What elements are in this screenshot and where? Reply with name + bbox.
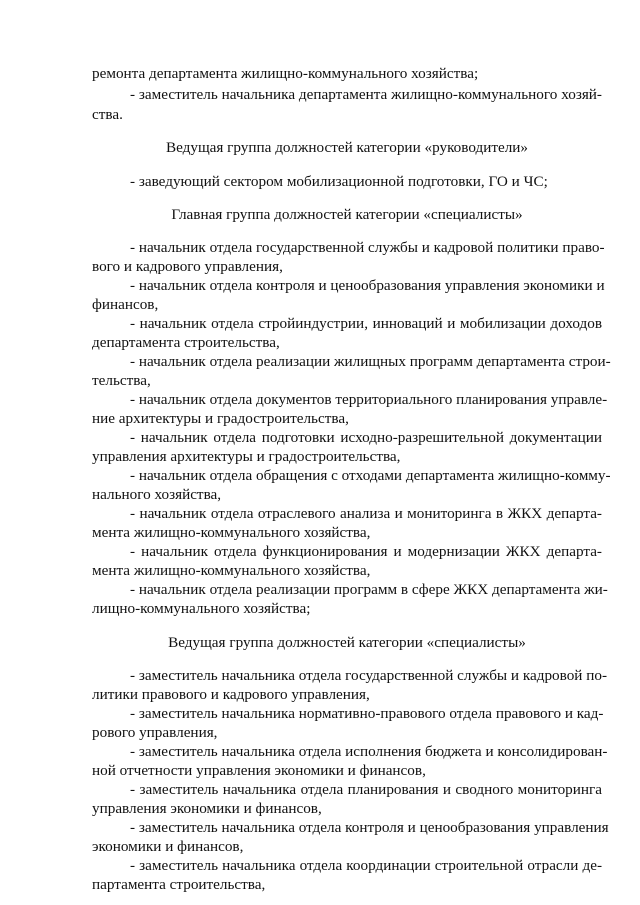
text-line: тельства, bbox=[92, 372, 151, 389]
text-line: - заместитель начальника нормативно-правового отдела правового и кад- bbox=[130, 705, 604, 722]
text-line: - заместитель начальника отдела координации строительной отрасли де- bbox=[130, 857, 602, 874]
text-line: - начальник отдела стройиндустрии, инноваций и мобилизации доходов bbox=[130, 315, 602, 332]
text-line: - начальник отдела подготовки исходно-разрешительной документации bbox=[130, 429, 602, 446]
text-line: литики правового и кадрового управления, bbox=[92, 686, 370, 703]
text-line: - заместитель начальника департамента жилищно-коммунального хозяй- bbox=[130, 86, 602, 103]
text-line: финансов, bbox=[92, 296, 159, 313]
text-line: - начальник отдела реализации программ в сфере ЖКХ департамента жи- bbox=[130, 581, 608, 598]
text-line: - заместитель начальника отдела исполнения бюджета и консолидирован- bbox=[130, 743, 608, 760]
text-line: рового управления, bbox=[92, 724, 218, 741]
text-line: - заместитель начальника отдела контроля и ценообразования управления bbox=[130, 819, 609, 836]
section-heading: Ведущая группа должностей категории «специалисты» bbox=[168, 634, 526, 651]
section-heading: Ведущая группа должностей категории «руководители» bbox=[165, 139, 529, 156]
text-line: мента жилищно-коммунального хозяйства, bbox=[92, 562, 371, 579]
text-line: партамента строительства, bbox=[92, 876, 266, 893]
text-line: управления экономики и финансов, bbox=[92, 800, 322, 817]
text-line: департамента строительства, bbox=[92, 334, 280, 351]
text-line: ремонта департамента жилищно-коммунального хозяйства; bbox=[92, 65, 479, 82]
text-line: ства. bbox=[92, 106, 123, 123]
text-line: - начальник отдела документов территориального планирования управле- bbox=[130, 391, 608, 408]
text-line: - заместитель начальника отдела планирования и сводного мониторинга bbox=[130, 781, 602, 798]
text-line: экономики и финансов, bbox=[92, 838, 244, 855]
text-line: - начальник отдела контроля и ценообразования управления экономики и bbox=[130, 277, 605, 294]
text-line: - начальник отдела обращения с отходами департамента жилищно-комму- bbox=[130, 467, 611, 484]
text-line: лищно-коммунального хозяйства; bbox=[92, 600, 311, 617]
text-line: - заведующий сектором мобилизационной подготовки, ГО и ЧС; bbox=[130, 173, 548, 190]
text-line: - начальник отдела отраслевого анализа и мониторинга в ЖКХ департа- bbox=[130, 505, 602, 522]
text-line: - начальник отдела функционирования и модернизации ЖКХ департа- bbox=[130, 543, 602, 560]
text-line: - начальник отдела государственной службы и кадровой политики право- bbox=[130, 239, 605, 256]
text-line: вого и кадрового управления, bbox=[92, 258, 283, 275]
text-line: управления архитектуры и градостроительства, bbox=[92, 448, 401, 465]
text-line: - начальник отдела реализации жилищных программ департамента строи- bbox=[130, 353, 611, 370]
section-heading: Главная группа должностей категории «специалисты» bbox=[171, 206, 523, 223]
text-line: - заместитель начальника отдела государственной службы и кадровой по- bbox=[130, 667, 608, 684]
text-line: ние архитектуры и градостроительства, bbox=[92, 410, 349, 427]
text-line: нального хозяйства, bbox=[92, 486, 222, 503]
text-line: мента жилищно-коммунального хозяйства, bbox=[92, 524, 371, 541]
text-line: ной отчетности управления экономики и финансов, bbox=[92, 762, 426, 779]
